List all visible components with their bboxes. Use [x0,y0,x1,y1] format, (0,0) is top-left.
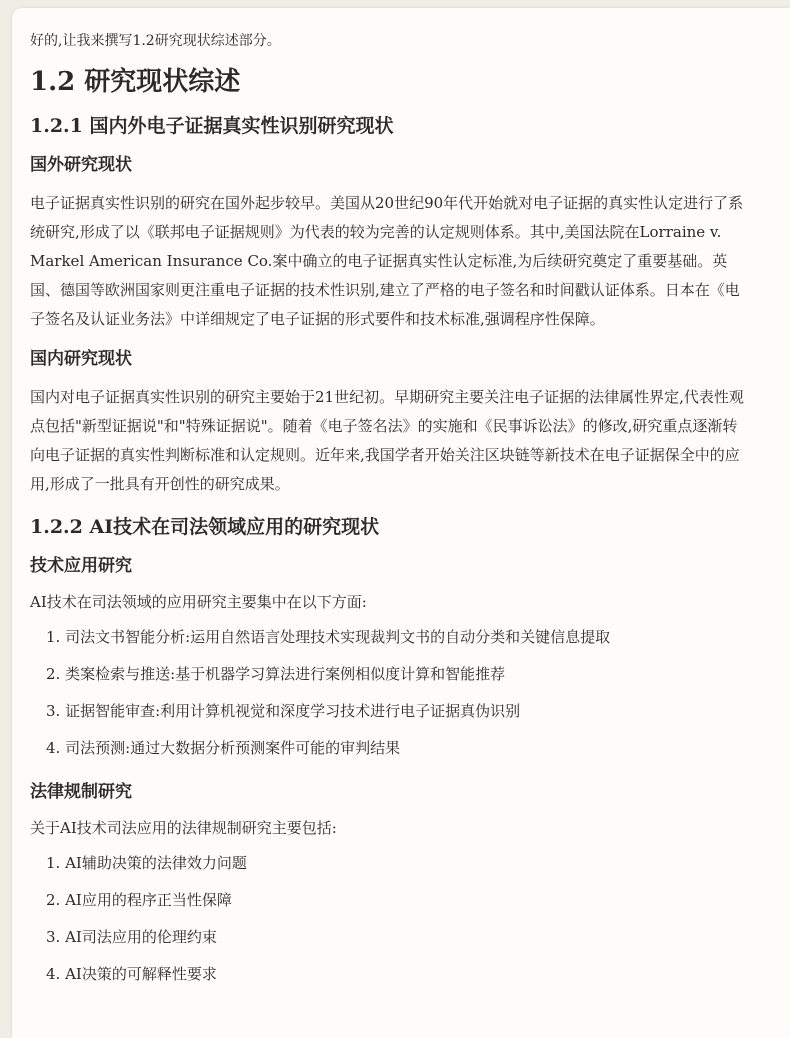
legal-regulation-lead: 关于AI技术司法应用的法律规制研究主要包括: [30,819,337,837]
intro-text: 好的,让我来撰写1.2研究现状综述部分。 [30,33,281,49]
list-item: 3. AI司法应用的伦理约束 [46,928,217,946]
chat-message-panel [12,8,790,1038]
tech-application-list [30,619,750,767]
domestic-research-paragraph: 国内对电子证据真实性识别的研究主要始于21世纪初。早期研究主要关注电子证据的法律属性界定,代表性观点包括"新型证据说"和"特殊证据说"。随着《电子签名法》的实施和《民事诉讼法》的修改,研究重点逐渐转向电子证据的真实性判断标准和认定规则。近年来,我国学者开始关注区块链等新技术在电子证据保全中的应用,形成了一批具有开创性的研究成果。 [30,388,744,493]
tech-application-heading: 技术应用研究 [30,556,132,576]
subsection-1-title: 1.2.1 国内外电子证据真实性识别研究现状 [30,115,394,137]
legal-regulation-list [30,845,750,993]
foreign-research-heading: 国外研究现状 [30,155,132,175]
domestic-research-heading: 国内研究现状 [30,349,132,369]
subsection-2-title: 1.2.2 AI技术在司法领域应用的研究现状 [30,516,380,538]
tech-application-lead: AI技术在司法领域的应用研究主要集中在以下方面: [30,593,367,611]
list-item: 2. AI应用的程序正当性保障 [46,891,232,909]
section-title: 1.2 研究现状综述 [30,67,241,97]
list-item: 3. 证据智能审查:利用计算机视觉和深度学习技术进行电子证据真伪识别 [46,702,521,720]
message-content [30,30,750,993]
list-item: 1. 司法文书智能分析:运用自然语言处理技术实现裁判文书的自动分类和关键信息提取 [46,628,611,646]
legal-regulation-heading: 法律规制研究 [30,782,132,802]
list-item: 2. 类案检索与推送:基于机器学习算法进行案例相似度计算和智能推荐 [46,665,506,683]
foreign-research-paragraph: 电子证据真实性识别的研究在国外起步较早。美国从20世纪90年代开始就对电子证据的真实性认定进行了系统研究,形成了以《联邦电子证据规则》为代表的较为完善的认定规则体系。其中,美国法院在Lorraine v. Markel American Insurance Co.案中确立的电子证据真实性认定标准,为后续研究奠定了重要基础。英国、德国等欧洲国家则更注重电子证据的技术性识别,建立了严格的电子签名和时间戳认证体系。日本在《电子签名及认证业务法》中详细规定了电子证据的形式要件和技术标准,强调程序性保障。 [30,194,744,328]
list-item: 1. AI辅助决策的法律效力问题 [46,854,247,872]
list-item: 4. 司法预测:通过大数据分析预测案件可能的审判结果 [46,739,401,757]
list-item: 4. AI决策的可解释性要求 [46,965,217,983]
